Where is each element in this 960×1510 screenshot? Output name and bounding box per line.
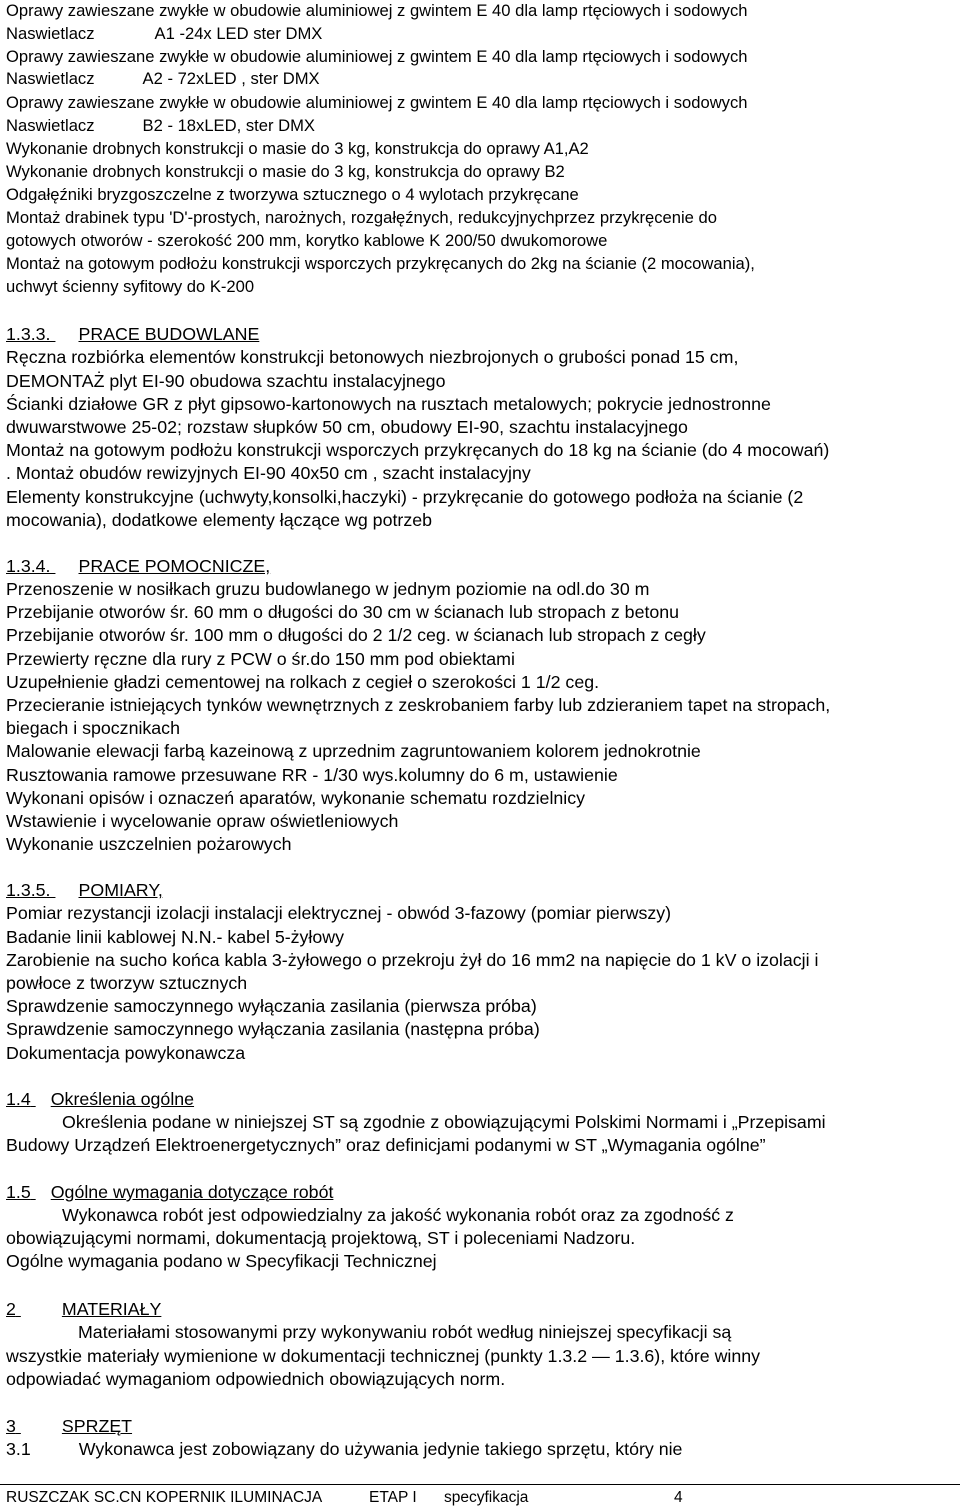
section-title: SPRZĘT	[61, 1416, 133, 1436]
text-line: Wstawienie i wycelowanie opraw oświetleniowych	[6, 811, 399, 831]
section-line	[6, 1439, 682, 1459]
section-line	[6, 324, 259, 344]
section-line	[6, 1182, 333, 1202]
section-line	[6, 556, 270, 576]
footer-stage: ETAP I	[369, 1489, 417, 1506]
section-gap	[31, 1182, 51, 1202]
text-line: odpowiadać wymaganiom odpowiednich obowiązujących norm.	[6, 1369, 506, 1389]
text-line: Ręczna rozbiórka elementów konstrukcji betonowych niezbrojonych o grubości ponad 15 cm,	[6, 347, 739, 367]
text-line: Wykonani opisów i oznaczeń aparatów, wykonanie schematu rozdzielnicy	[6, 788, 586, 808]
section-title: PRACE POMOCNICZE,	[78, 556, 271, 576]
section-line	[6, 880, 163, 900]
section-line	[6, 1299, 161, 1319]
section-title: Wykonawca jest zobowiązany do używania jedynie takiego sprzętu, który nie	[78, 1439, 683, 1459]
text-line: Rusztowania ramowe przesuwane RR - 1/30 wys.kolumny do 6 m, ustawienie	[6, 765, 618, 785]
section-gap	[95, 24, 155, 44]
text-line: Przebijanie otworów śr. 100 mm o długości do 2 1/2 ceg. w ścianach lub stropach z cegły	[6, 625, 706, 645]
section-number: Naswietlacz	[6, 24, 95, 43]
section-title: Określenia ogólne	[50, 1089, 195, 1109]
section-title: PRACE BUDOWLANE	[78, 324, 260, 344]
text-line: Wykonawca robót jest odpowiedzialny za jakość wykonania robót oraz za zgodność z	[62, 1205, 734, 1225]
section-number: 1.3.4.	[6, 556, 51, 576]
section-gap	[95, 116, 143, 136]
section-title: MATERIAŁY	[61, 1299, 162, 1319]
text-line: Budowy Urządzeń Elektroenergetycznych” oraz definicjami podanymi w ST „Wymagania ogólne”	[6, 1135, 766, 1155]
section-title: A2 - 72xLED , ster DMX	[142, 69, 320, 88]
footer-divider	[0, 1484, 960, 1485]
text-line: wszystkie materiały wymienione w dokumentacji technicznej (punkty 1.3.2 — 1.3.6), które winny	[6, 1346, 761, 1366]
text-line: Przenoszenie w nosiłkach gruzu budowlanego w jednym poziomie na odl.do 30 m	[6, 579, 650, 599]
section-number: Naswietlacz	[6, 69, 95, 88]
footer-company: RUSZCZAK SC.	[6, 1489, 120, 1506]
text-line: Ścianki działowe GR z płyt gipsowo-kartonowych na rusztach metalowych; pokrycie jednostronne	[6, 394, 771, 414]
text-line: powłoce z tworzyw sztucznych	[6, 973, 248, 993]
text-line: Oprawy zawieszane zwykłe w obudowie aluminiowej z gwintem E 40 dla lamp rtęciowych i sodowych	[6, 93, 748, 112]
section-number: 1.5	[6, 1182, 31, 1202]
section-line	[6, 1416, 132, 1436]
page-footer	[6, 1489, 683, 1507]
text-line: obowiązującymi normami, dokumentacją projektową, ST i poleceniami Nadzoru.	[6, 1228, 636, 1248]
section-gap	[31, 1439, 79, 1459]
section-number: 1.4	[6, 1089, 31, 1109]
text-line: DEMONTAŻ plyt EI-90 obudowa szachtu instalacyjnego	[6, 371, 446, 391]
text-line: Odgałęźniki bryzgoszczelne z tworzywa sztucznego o 4 wylotach przykręcane	[6, 185, 579, 204]
section-title: B2 - 18xLED, ster DMX	[142, 116, 315, 135]
text-line: Przewierty ręczne dla rury z PCW o śr.do 150 mm pod obiektami	[6, 649, 515, 669]
text-line: Materiałami stosowanymi przy wykonywaniu robót według niniejszej specyfikacji są	[78, 1322, 732, 1342]
section-gap	[16, 1416, 62, 1436]
section-number: 1.3.5.	[6, 880, 51, 900]
section-gap	[95, 69, 143, 89]
section-gap	[31, 1089, 51, 1109]
text-line: Montaż drabinek typu 'D'-prostych, narożnych, rozgałęźnych, redukcyjnychprzez przykręcenie do	[6, 208, 717, 227]
section-line	[6, 1089, 194, 1109]
section-number: 1.3.3.	[6, 324, 51, 344]
text-line: biegach i spocznikach	[6, 718, 180, 738]
footer-doc-name: specyfikacja	[444, 1489, 529, 1506]
section-title: POMIARY,	[78, 880, 163, 900]
text-line: Dokumentacja powykonawcza	[6, 1043, 246, 1063]
section-number: 3.1	[6, 1439, 31, 1459]
section-number: Naswietlacz	[6, 116, 95, 135]
text-line: Wykonanie drobnych konstrukcji o masie do 3 kg, konstrukcja do oprawy A1,A2	[6, 139, 589, 158]
text-line: Elementy konstrukcyjne (uchwyty,konsolki,haczyki) - przykręcanie do gotowego podłoża na ścianie (2	[6, 487, 804, 507]
footer-page-number: 4	[674, 1489, 683, 1506]
text-line: Sprawdzenie samoczynnego wyłączania zasilania (pierwsza próba)	[6, 996, 537, 1016]
text-line: mocowania), dodatkowe elementy łączące wg potrzeb	[6, 510, 432, 530]
section-title: Ogólne wymagania dotyczące robót	[50, 1182, 334, 1202]
text-line: Określenia podane w niniejszej ST są zgodnie z obowiązującymi Polskimi Normami i „Przepisami	[62, 1112, 826, 1132]
section-gap	[51, 556, 79, 576]
section-line	[6, 116, 315, 136]
section-gap	[51, 324, 79, 344]
text-line: Wykonanie uszczelnien pożarowych	[6, 834, 292, 854]
text-line: Oprawy zawieszane zwykłe w obudowie aluminiowej z gwintem E 40 dla lamp rtęciowych i sodowych	[6, 47, 748, 66]
text-line: Oprawy zawieszane zwykłe w obudowie aluminiowej z gwintem E 40 dla lamp rtęciowych i sodowych	[6, 1, 748, 20]
text-line: Sprawdzenie samoczynnego wyłączania zasilania (następna próba)	[6, 1019, 540, 1039]
footer-project: CN KOPERNIK ILUMINACJA	[119, 1489, 323, 1506]
section-title: A1 -24x LED ster DMX	[154, 24, 323, 43]
text-line: gotowych otworów - szerokość 200 mm, korytko kablowe K 200/50 dwukomorowe	[6, 231, 608, 250]
text-line: dwuwarstwowe 25-02; rozstaw słupków 50 cm, obudowy EI-90, szachtu instalacyjnego	[6, 417, 688, 437]
section-number: 2	[6, 1299, 16, 1319]
section-line	[6, 24, 322, 44]
section-number: 3	[6, 1416, 16, 1436]
text-line: Przebijanie otworów śr. 60 mm o długości do 30 cm w ścianach lub stropach z betonu	[6, 602, 680, 622]
text-line: Uzupełnienie gładzi cementowej na rolkach z cegieł o szerokości 1 1/2 ceg.	[6, 672, 600, 692]
text-line: uchwyt ścienny syfitowy do K-200	[6, 277, 255, 296]
text-line: Przecieranie istniejących tynków wewnętrznych z zeskrobaniem farby lub zdzieraniem tapet na stropach,	[6, 695, 831, 715]
text-line: Ogólne wymagania podano w Specyfikacji Technicznej	[6, 1251, 437, 1271]
text-line: Badanie linii kablowej N.N.- kabel 5-żyłowy	[6, 927, 344, 947]
section-gap	[16, 1299, 62, 1319]
text-line: Wykonanie drobnych konstrukcji o masie do 3 kg, konstrukcja do oprawy B2	[6, 162, 565, 181]
section-line	[6, 69, 320, 89]
text-line: . Montaż obudów rewizyjnych EI-90 40x50 cm , szacht instalacyjny	[6, 463, 531, 483]
text-line: Malowanie elewacji farbą kazeinową z uprzednim zagruntowaniem kolorem jednokrotnie	[6, 741, 701, 761]
text-line: Pomiar rezystancji izolacji instalacji elektrycznej - obwód 3-fazowy (pomiar pierwszy)	[6, 903, 672, 923]
text-line: Montaż na gotowym podłożu konstrukcji wsporczych przykręcanych do 18 kg na ścianie (do 4 mocowań)	[6, 440, 830, 460]
text-line: Montaż na gotowym podłożu konstrukcji wsporczych przykręcanych do 2kg na ścianie (2 mocowania),	[6, 254, 755, 273]
text-line: Zarobienie na sucho końca kabla 3-żyłowego o przekroju żył do 16 mm2 na napięcie do 1 kV o izolacji i	[6, 950, 819, 970]
section-gap	[51, 880, 79, 900]
